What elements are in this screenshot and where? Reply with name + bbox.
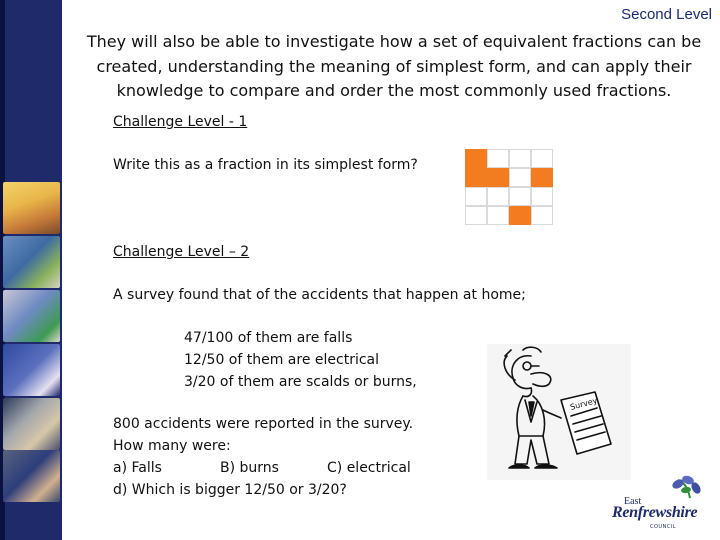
logo-east: East [624, 496, 642, 507]
logo-council: COUNCIL [650, 524, 677, 530]
grid-cell [509, 168, 531, 187]
fact-falls: 47/100 of them are falls [184, 330, 353, 346]
logo-name: Renfrewshire [612, 504, 698, 521]
grid-cell [509, 187, 531, 206]
east-renfrewshire-logo [604, 474, 714, 534]
grid-cell [465, 206, 487, 225]
survey-sign-text: Survey [569, 396, 599, 412]
grid-cell [487, 149, 509, 168]
options-line [113, 460, 411, 476]
grid-cell [465, 187, 487, 206]
grid-cell-shaded [531, 168, 553, 187]
grid-cell-shaded [487, 168, 509, 187]
photo-group [3, 290, 60, 342]
photo-students [3, 450, 60, 502]
cartoon-svg [487, 344, 631, 480]
cartoon-man-illustration [487, 344, 631, 480]
photo-sports [3, 344, 60, 396]
grid-cell [531, 149, 553, 168]
fact-burns: 3/20 of them are scalds or burns, [184, 374, 417, 390]
grid-cell [487, 187, 509, 206]
challenge1-heading: Challenge Level - 1 [113, 114, 248, 130]
grid-cell-shaded [465, 149, 487, 168]
option-burns: B) burns [220, 460, 279, 476]
option-falls: a) Falls [113, 460, 162, 476]
grid-cell [487, 206, 509, 225]
grid-cell-shaded [509, 206, 531, 225]
photo-pupils [3, 398, 60, 450]
sidebar [0, 0, 62, 540]
grid-cell [531, 206, 553, 225]
intro-text: They will also be able to investigate how a set of equivalent fractions can be created, understanding the meaning of simplest form, and can apply their knowledge to compare and order the most commonly used fractions. [86, 32, 702, 100]
grid-cell-shaded [465, 168, 487, 187]
level-title: Second Level [621, 6, 712, 23]
reported-line: 800 accidents were reported in the survey. [113, 416, 414, 432]
fact-electrical: 12/50 of them are electrical [184, 352, 380, 368]
challenge2-heading: Challenge Level – 2 [113, 244, 250, 260]
photo-classroom [3, 236, 60, 288]
photo-child [3, 182, 60, 234]
compare-question: d) Which is bigger 12/50 or 3/20? [113, 482, 347, 498]
fraction-grid [465, 149, 554, 224]
how-many-line: How many were: [113, 438, 231, 454]
challenge1-question: Write this as a fraction in its simplest form? [113, 157, 418, 173]
survey-intro: A survey found that of the accidents that happen at home; [113, 287, 526, 303]
grid-cell [509, 149, 531, 168]
option-electrical: C) electrical [327, 460, 411, 476]
grid-cell [531, 187, 553, 206]
